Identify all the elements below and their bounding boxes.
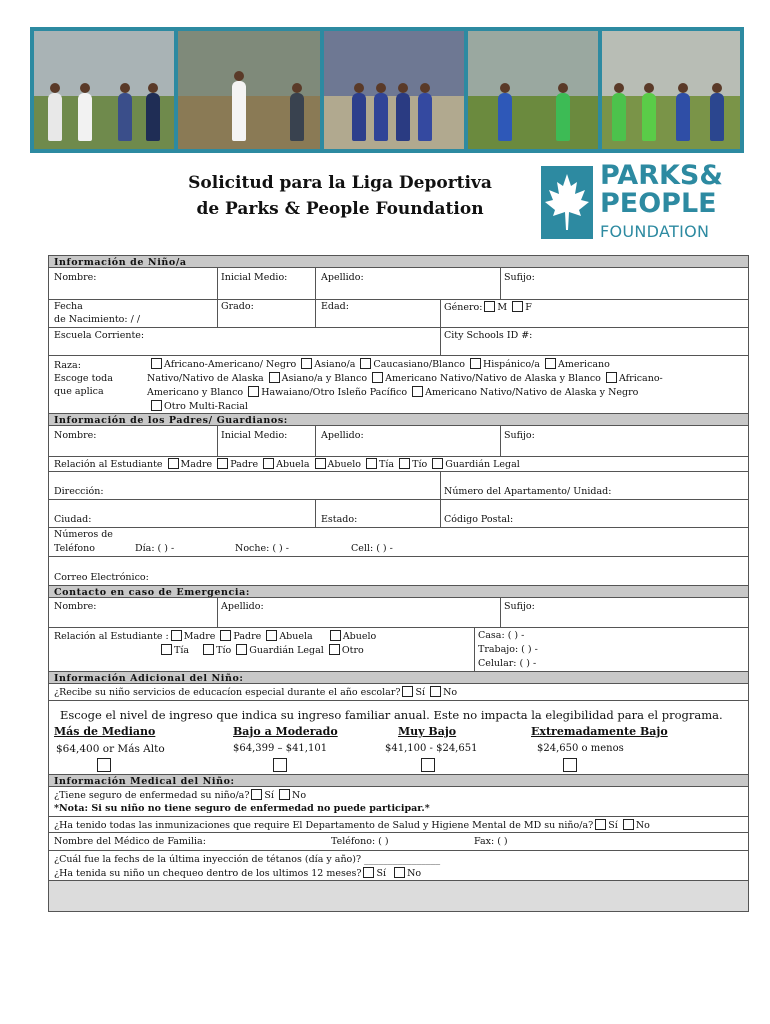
- race-asian-white-checkbox[interactable]: [269, 372, 280, 383]
- parent-sufijo-label[interactable]: Sufijo:: [504, 430, 535, 441]
- race-hisp-label: Hispánico/a: [482, 359, 540, 370]
- child-cityid-label[interactable]: City Schools ID #:: [444, 330, 533, 341]
- insurance-si-label: Sí: [264, 790, 274, 801]
- special-ed-no-label: No: [443, 687, 458, 698]
- emergency-tio-checkbox[interactable]: [203, 644, 214, 655]
- child-nombre-label[interactable]: Nombre:: [54, 272, 97, 283]
- race-amnat-white-label: Americano Nativo/Nativo de Alaska y Blanco: [385, 373, 601, 384]
- insurance-question: [54, 789, 306, 802]
- race-amnat-black-label: Americano Nativo/Nativo de Alaska y Negro: [425, 387, 639, 398]
- income-level-2-checkbox[interactable]: [273, 758, 287, 772]
- income-intro: Escoge el nivel de ingreso que indica su ingreso familiar anual. Este no impacta la elegibilidad para el programa.: [60, 708, 723, 722]
- child-apellido-label[interactable]: Apellido:: [321, 272, 364, 283]
- title-line-1: Solicitud para la Liga Deportiva: [188, 173, 492, 193]
- parent-dia-phone[interactable]: Día: ( ) -: [135, 543, 175, 554]
- raza-label: Raza:: [54, 360, 81, 371]
- emergency-abuelo-label: Abuelo: [342, 631, 377, 642]
- checkup-question: [54, 867, 421, 880]
- emergency-tio-label: Tío: [216, 645, 232, 656]
- immunization-label: ¿Ha tenido todas las inmunizaciones que require El Departamento de Salud y Higiene Mental de MD su niño/a?: [54, 820, 594, 831]
- checkup-label: ¿Ha tenida su niño un chequeo dentro de los ultimos 12 meses?: [54, 868, 362, 879]
- income-level-4-range: $24,650 o menos: [537, 743, 624, 754]
- special-ed-label: ¿Recibe su niño servicios de educacíon especial durante el año escolar?: [54, 687, 401, 698]
- child-sufijo-label[interactable]: Sufijo:: [504, 272, 535, 283]
- child-grado-label[interactable]: Grado:: [221, 301, 254, 312]
- parent-direccion-label[interactable]: Dirección:: [54, 486, 104, 497]
- race-hawaiian-label: Hawaiano/Otro Isleño Pacífico: [261, 387, 408, 398]
- immunization-no-label: No: [635, 820, 650, 831]
- race-multi-label: Otro Multi-Racial: [164, 401, 248, 412]
- immunization-no-checkbox[interactable]: [623, 819, 634, 830]
- parent-ciudad-label[interactable]: Ciudad:: [54, 514, 92, 525]
- emergency-sufijo-label[interactable]: Sufijo:: [504, 601, 535, 612]
- emergency-apellido-label[interactable]: Apellido:: [221, 601, 264, 612]
- income-level-1-checkbox[interactable]: [97, 758, 111, 772]
- section-header-child: Información de Niño/a: [49, 255, 748, 268]
- gender-m-checkbox[interactable]: [484, 301, 495, 312]
- header-photo-strip: [30, 27, 744, 153]
- parent-abuelo-checkbox[interactable]: [315, 458, 326, 469]
- race-asian-white-label: Asiano/a y Blanco: [281, 373, 368, 384]
- race-am-white-label: Americano y Blanco: [147, 387, 244, 398]
- child-fecha-field[interactable]: de Nacimiento: / /: [54, 314, 141, 325]
- emergency-guardian-checkbox[interactable]: [236, 644, 247, 655]
- race-row-3: [147, 386, 638, 399]
- income-level-4-label: Extremadamente Bajo: [531, 725, 668, 738]
- gender-f-label: F: [525, 302, 532, 313]
- child-fecha-label: Fecha: [54, 301, 83, 312]
- race-hawaiian-checkbox[interactable]: [248, 386, 259, 397]
- parent-madre-checkbox[interactable]: [168, 458, 179, 469]
- form-footer: [49, 880, 748, 911]
- insurance-label: ¿Tiene seguro de enfermedad su niño/a?: [54, 790, 250, 801]
- maple-leaf-icon: [541, 166, 593, 239]
- tetanus-question[interactable]: ¿Cuál fue la fechs de la última inyección de tétanos (día y año)? ________________: [54, 854, 441, 865]
- section-header-parents: Información de los Padres/ Guardianos:: [49, 413, 748, 426]
- parent-tia-label: Tía: [379, 459, 395, 470]
- section-header-additional: Información Adicional del Niño:: [49, 671, 748, 684]
- parent-numeros-label: Números de: [54, 529, 113, 540]
- insurance-no-label: No: [292, 790, 307, 801]
- section-header-medical: Información Medical del Niño:: [49, 774, 748, 787]
- emergency-relation-row-2: [159, 644, 364, 657]
- race-afr-checkbox[interactable]: [606, 372, 617, 383]
- emergency-abuelo-checkbox[interactable]: [330, 630, 341, 641]
- parent-abuela-checkbox[interactable]: [263, 458, 274, 469]
- child-escuela-label[interactable]: Escuela Corriente:: [54, 330, 145, 341]
- application-form: [48, 255, 749, 912]
- checkup-no-label: No: [407, 868, 422, 879]
- photo-lacrosse: [34, 31, 174, 149]
- emergency-guardian-label: Guardián Legal: [249, 645, 324, 656]
- raza-sub-label: Escoge toda: [54, 373, 113, 384]
- race-afroam-checkbox[interactable]: [151, 358, 162, 369]
- parent-tio-checkbox[interactable]: [399, 458, 410, 469]
- race-amnat-white-checkbox[interactable]: [372, 372, 383, 383]
- section-header-emergency: Contacto en caso de Emergencia:: [49, 585, 748, 598]
- race-cauc-checkbox[interactable]: [360, 358, 371, 369]
- emergency-otro-checkbox[interactable]: [329, 644, 340, 655]
- race-afr-label: Africano-: [618, 373, 663, 384]
- parent-inicial-label[interactable]: Inicial Medio:: [221, 430, 288, 441]
- logo-line-1: PARKS&: [600, 160, 723, 191]
- parent-guardian-checkbox[interactable]: [432, 458, 443, 469]
- doctor-phone-field[interactable]: Teléfono: ( ): [331, 836, 389, 847]
- parent-tio-label: Tío: [412, 459, 428, 470]
- race-amer-checkbox[interactable]: [545, 358, 556, 369]
- race-asian-checkbox[interactable]: [301, 358, 312, 369]
- immunization-si-checkbox[interactable]: [595, 819, 606, 830]
- income-level-3-checkbox[interactable]: [421, 758, 435, 772]
- emergency-relation-label: Relación al Estudiante :: [54, 631, 169, 642]
- special-ed-no-checkbox[interactable]: [430, 686, 441, 697]
- race-afroam-label: Africano-Americano/ Negro: [164, 359, 297, 370]
- income-level-1-range: $64,400 or Más Alto: [56, 743, 165, 755]
- parent-noche-phone[interactable]: Noche: ( ) -: [235, 543, 289, 554]
- emergency-casa-phone[interactable]: Casa: ( ) -: [478, 630, 525, 641]
- doctor-fax-field[interactable]: Fax: ( ): [474, 836, 508, 847]
- race-asian-label: Asiano/a: [314, 359, 356, 370]
- race-amer-label: Americano: [558, 359, 610, 370]
- race-row-2: [147, 372, 663, 385]
- emergency-padre-label: Padre: [233, 631, 262, 642]
- special-ed-si-checkbox[interactable]: [402, 686, 413, 697]
- emergency-tia-checkbox[interactable]: [161, 644, 172, 655]
- parent-abuelo-label: Abuelo: [327, 459, 361, 470]
- child-inicial-label[interactable]: Inicial Medio:: [221, 272, 288, 283]
- race-multi-checkbox[interactable]: [151, 400, 162, 411]
- race-cauc-label: Caucasiano/Blanco: [373, 359, 465, 370]
- parent-telefono-label: Teléfono: [54, 543, 95, 554]
- child-gender: [444, 301, 532, 314]
- income-level-3-label: Muy Bajo: [398, 725, 457, 738]
- race-hisp-checkbox[interactable]: [470, 358, 481, 369]
- photo-soccer-green: [602, 31, 740, 149]
- parent-cell-phone[interactable]: Cell: ( ) -: [351, 543, 393, 554]
- parent-abuela-label: Abuela: [276, 459, 310, 470]
- parent-estado-label[interactable]: Estado:: [321, 514, 358, 525]
- emergency-nombre-label[interactable]: Nombre:: [54, 601, 97, 612]
- insurance-si-checkbox[interactable]: [251, 789, 262, 800]
- emergency-relation-row-1: [54, 630, 376, 643]
- parent-padre-checkbox[interactable]: [217, 458, 228, 469]
- race-amnat-black-checkbox[interactable]: [412, 386, 423, 397]
- photo-soccer-blue: [468, 31, 598, 149]
- race-row-4: [149, 400, 248, 413]
- income-level-2-label: Bajo a Moderado: [233, 725, 338, 738]
- emergency-padre-checkbox[interactable]: [220, 630, 231, 641]
- page-title: [160, 170, 520, 222]
- parent-postal-label[interactable]: Código Postal:: [444, 514, 514, 525]
- insurance-no-checkbox[interactable]: [279, 789, 290, 800]
- photo-team-huddle: [324, 31, 464, 149]
- checkup-si-label: Sí: [376, 868, 387, 879]
- parent-nombre-label[interactable]: Nombre:: [54, 430, 97, 441]
- emergency-abuela-checkbox[interactable]: [266, 630, 277, 641]
- gender-f-checkbox[interactable]: [512, 301, 523, 312]
- income-level-2-range: $64,399 – $41,101: [233, 743, 328, 754]
- insurance-note: *Nota: Si su niño no tiene seguro de enfermedad no puede participar.*: [54, 803, 430, 814]
- photo-softball: [178, 31, 320, 149]
- parent-tia-checkbox[interactable]: [366, 458, 377, 469]
- income-level-4-checkbox[interactable]: [563, 758, 577, 772]
- income-level-3-range: $41,100 - $24,651: [385, 743, 478, 754]
- immunization-question: [54, 819, 650, 832]
- logo-line-3: FOUNDATION: [600, 222, 710, 241]
- child-edad-label[interactable]: Edad:: [321, 301, 349, 312]
- parent-apartamento-label[interactable]: Número del Apartamento/ Unidad:: [444, 486, 612, 497]
- parent-madre-label: Madre: [180, 459, 213, 470]
- emergency-otro-label: Otro: [341, 645, 364, 656]
- race-row-1: [149, 358, 610, 371]
- checkup-si-checkbox[interactable]: [363, 867, 374, 878]
- emergency-celular-phone[interactable]: Celular: ( ) -: [478, 658, 537, 669]
- raza-sub-label-2: que aplica: [54, 386, 104, 397]
- parent-apellido-label[interactable]: Apellido:: [321, 430, 364, 441]
- race-nat-alaska-label: Nativo/Nativo de Alaska: [147, 373, 264, 384]
- title-line-2: de Parks & People Foundation: [196, 199, 484, 219]
- logo-line-2: PEOPLE: [600, 188, 717, 219]
- logo-wordmark: [600, 162, 723, 218]
- parent-correo-label[interactable]: Correo Electrónico:: [54, 572, 149, 583]
- special-ed-si-label: Sí: [415, 687, 426, 698]
- immunization-si-label: Sí: [608, 820, 618, 831]
- parent-guardian-label: Guardián Legal: [445, 459, 520, 470]
- gender-label: Género:: [444, 302, 483, 313]
- parent-padre-label: Padre: [230, 459, 259, 470]
- emergency-madre-label: Madre: [183, 631, 216, 642]
- emergency-trabajo-phone[interactable]: Trabajo: ( ) -: [478, 644, 538, 655]
- checkup-no-checkbox[interactable]: [394, 867, 405, 878]
- emergency-tia-label: Tía: [174, 645, 190, 656]
- income-level-1-label: Más de Mediano: [54, 725, 156, 738]
- parent-relation-row: [54, 458, 520, 471]
- emergency-madre-checkbox[interactable]: [171, 630, 182, 641]
- doctor-name-label[interactable]: Nombre del Médico de Familia:: [54, 836, 206, 847]
- parent-relation-label: Relación al Estudiante: [54, 459, 163, 470]
- gender-m-label: M: [497, 302, 508, 313]
- special-ed-question: [54, 686, 457, 699]
- emergency-abuela-label: Abuela: [279, 631, 313, 642]
